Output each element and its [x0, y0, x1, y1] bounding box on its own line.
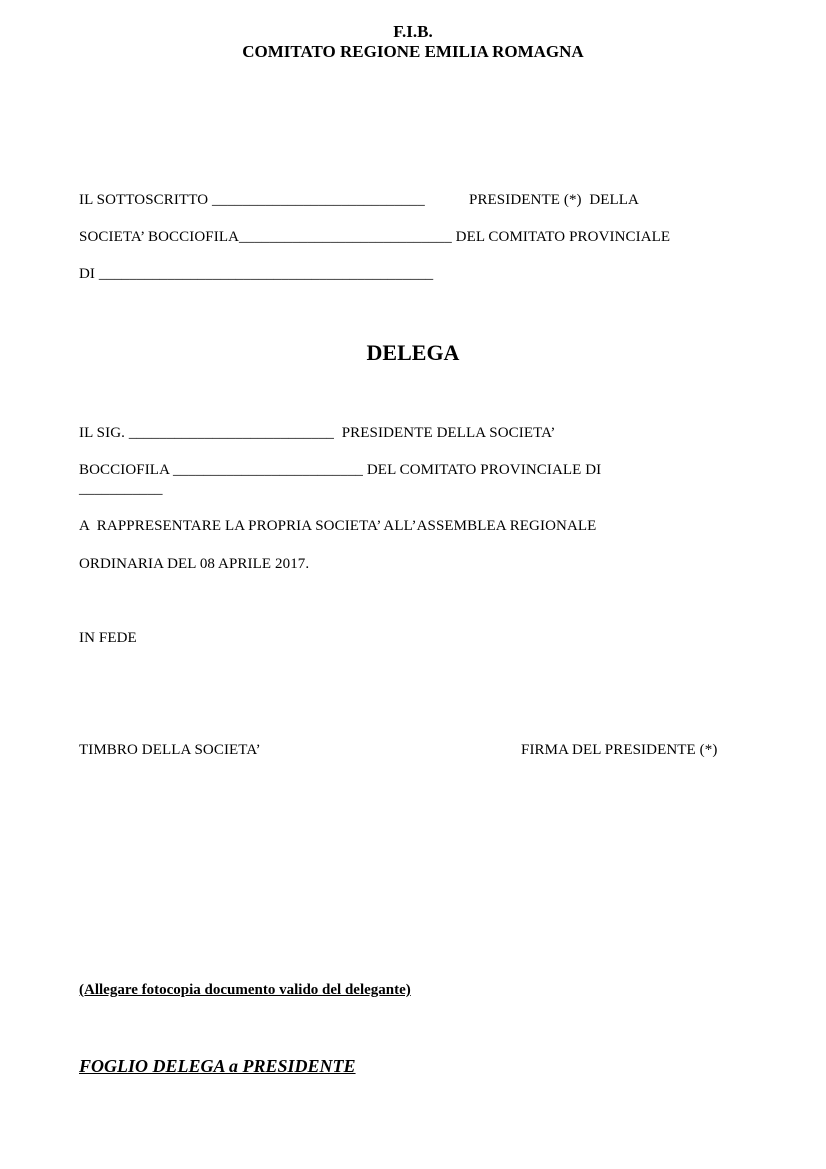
delegate-line-3: ___________	[79, 481, 163, 497]
intro-line-3: DI ____________________________________________	[79, 266, 434, 282]
delegate-line-4: A RAPPRESENTARE LA PROPRIA SOCIETA’ ALL’ASSEMBLEA REGIONALE	[79, 518, 597, 534]
stamp-label: TIMBRO DELLA SOCIETA’	[79, 742, 261, 758]
intro-line-1a: IL SOTTOSCRITTO ____________________________	[79, 192, 425, 208]
intro-line-1b: PRESIDENTE (*) DELLA	[469, 192, 639, 208]
intro-line-2: SOCIETA’ BOCCIOFILA____________________________ DEL COMITATO PROVINCIALE	[79, 229, 671, 245]
delegate-line-1: IL SIG. ___________________________ PRESIDENTE DELLA SOCIETA’	[79, 425, 556, 441]
document-title: DELEGA	[366, 340, 460, 365]
header-committee: COMITATO REGIONE EMILIA ROMAGNA	[242, 42, 584, 61]
delegate-line-2: BOCCIOFILA _________________________ DEL COMITATO PROVINCIALE DI	[79, 462, 602, 478]
signature-label: FIRMA DEL PRESIDENTE (*)	[521, 742, 718, 758]
header-org: F.I.B.	[393, 22, 433, 41]
in-fede-label: IN FEDE	[79, 630, 137, 646]
attachment-note: (Allegare fotocopia documento valido del delegante)	[79, 982, 411, 998]
delegate-line-5: ORDINARIA DEL 08 APRILE 2017.	[79, 556, 310, 572]
footer-title: FOGLIO DELEGA a PRESIDENTE	[79, 1056, 356, 1076]
